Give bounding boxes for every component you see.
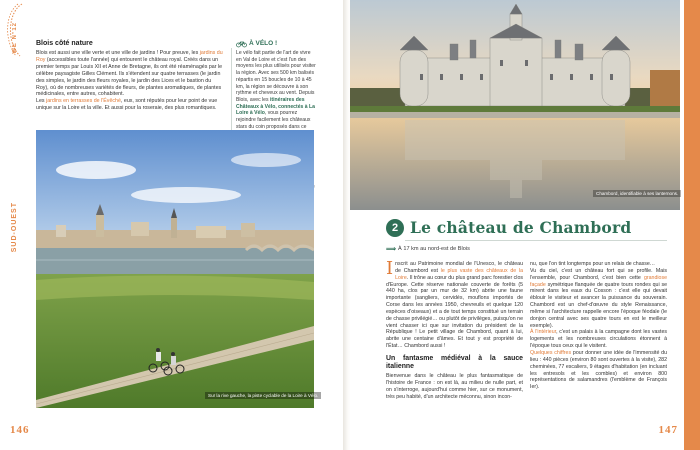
chambord-photo [350, 0, 680, 210]
article-column-1 [386, 258, 524, 400]
velo-heading [236, 40, 316, 48]
chambord-photo-caption: Chambord, identifiable à ses lanternons. [593, 190, 681, 197]
blois-photo [36, 130, 314, 408]
blois-nature-section [36, 40, 224, 112]
distance-text: À 17 km au nord-est de Blois [398, 246, 470, 252]
body-text: Les [36, 98, 47, 105]
velo-bold-itineraires: itinéraires des Châteaux à Vélo, connectés à La Loire à Vélo [236, 96, 315, 117]
subheading: Un fantasme médiéval à la sauce italienne [386, 354, 523, 370]
highlight-interieur: À l'intérieur [530, 329, 557, 336]
magazine-issue-label: WE N°12 [12, 22, 18, 54]
body-text: Vu du ciel, c'est un château fort qui se profile. Mais l'ensemble, pour Chambord, c'est bien cette [530, 267, 667, 281]
section-title: Le château de Chambord [410, 218, 632, 237]
left-page-number: 146 [10, 424, 30, 436]
body-text: pour donner une idée de l'immensité du lieu : 440 pièces (environ 80 sont ouvertes à la visite), 282 cheminées, 77 escaliers, 9 étages d'habitation (en incluant les entresols et les combles) et environ 800 représentations de salamandres (l'emblème de François Ier). [530, 349, 667, 391]
blois-landscape-image [36, 130, 314, 408]
drop-cap: I [386, 258, 394, 279]
chambord-castle-image [350, 0, 680, 210]
highlight-jardins-eveche: jardins en terrasses de l'Évêché [46, 98, 121, 105]
section-title: Blois côté nature [36, 40, 93, 47]
body-text: , eux, sont réputés pour leur point de vue unique sur la Loire et la ville. Et aussi pour la roseraie, des plus romantiques. [36, 98, 218, 112]
velo-text: , vous pourrez rejoindre facilement les châteaux stars du coin proposés dans ce [236, 110, 311, 130]
heading-divider [405, 240, 667, 241]
velo-title: À VÉLO ! [249, 39, 278, 47]
chambord-heading [386, 218, 631, 237]
velo-text: Le vélo fait partie de l'art de vivre en Val de Loire et c'est l'un des moyens les plus utilisés pour visiter la région. Avec ses 500 km balisés répartis en 15 boucles de 10 à 45 km, la région se découvre à son rythme et cheveux au vent. Depuis Blois, avec les [236, 50, 316, 103]
highlight-jardins-du-roy: jardins du Roy [36, 50, 223, 63]
highlight-chiffres: Quelques chiffres [530, 349, 572, 356]
arrow-right-icon: ⟹ [386, 246, 397, 253]
body-text: Blois est aussi une ville verte et une ville de jardins ! Pour preuve, les [36, 50, 200, 56]
article-column-2 [530, 261, 667, 391]
body-text: (accessibles toute l'année) qui entourent le château royal. Créés dans un premier temps par Louis XII et Anne de Bretagne, ils ont été réaménagés par le célèbre paysagiste Gilles Clément. Ils s'étendent sur quatre terrasses (le jardin des simples, le jardin des fleurs royales, le jardin des Lices et le bastion du Roy), où de nombreuses variétés de fleurs, de plantes aromatiques, de plantes médicinales, entre autres, cohabitent. [36, 56, 223, 98]
region-label: SUD-OUEST [11, 202, 18, 253]
orange-edge-band [684, 0, 700, 450]
right-page-number: 147 [658, 424, 678, 436]
body-text: , c'est un palais à la campagne dont les vastes logements et les nombreuses circulations étonnent à l'époque tous ceux qui le visitent. [530, 329, 667, 350]
bicycle-icon [236, 40, 247, 48]
body-text: nscrit au Patrimoine mondial de l'Unesco, le château de Chambord est [395, 261, 523, 274]
blois-photo-caption: Sur la rive gauche, la piste cyclable de la Loire à Vélo. [205, 392, 321, 399]
left-page [0, 0, 344, 450]
highlight-vaste: le plus vaste des châteaux de la Loire [395, 267, 524, 281]
body-text: nu, que l'on tint longtemps pour un relais de chasse… [530, 261, 656, 267]
body-text: . Il trône au cœur du plus grand parc forestier clos d'Europe. Cette réserve nationale couverte de forêts (5 440 ha, clos par un mur de 32 km) abrite une faune importante (sangliers, cervidés, mouflons importés de Corse dans les années 1950, chevreuils et quelque 120 espèces d'oiseaux) et a de tout temps constitué un terrain de chasse privilégié… ou plutôt de privilèges, puisqu'on ne vient chasser ici que sur invitation du président de la République ! Le petit village de Chambord, quant à lui, abrite une centaine d'âmes. Et tout y est propriété de l'État… Chambord aussi ! [386, 274, 523, 350]
body-text: Bienvenue dans le château le plus fantasmatique de l'histoire de France : on est là, au milieu de nulle part, et on s'interroge, aujourd'hui comme hier, sur ce monument, très peu habité, d'un architecte méconnu, sinon incon- [386, 372, 523, 400]
body-text: symétrique flanquée de quatre tours rondes qui se mirent dans les eaux du Cosson : c'est elle qui devait éblouir le visiteur et avancer la puissance du souverain. Chambord est un chef-d'œuvre du style Renaissance, même si l'architecture rappelle encore l'époque féodale (le donjon central avec ses quatre tours en est le meilleur exemple). [530, 281, 667, 329]
section-number-badge: 2 [386, 219, 404, 237]
distance-note [386, 245, 470, 253]
highlight-facade: grandiose façade [530, 274, 667, 288]
